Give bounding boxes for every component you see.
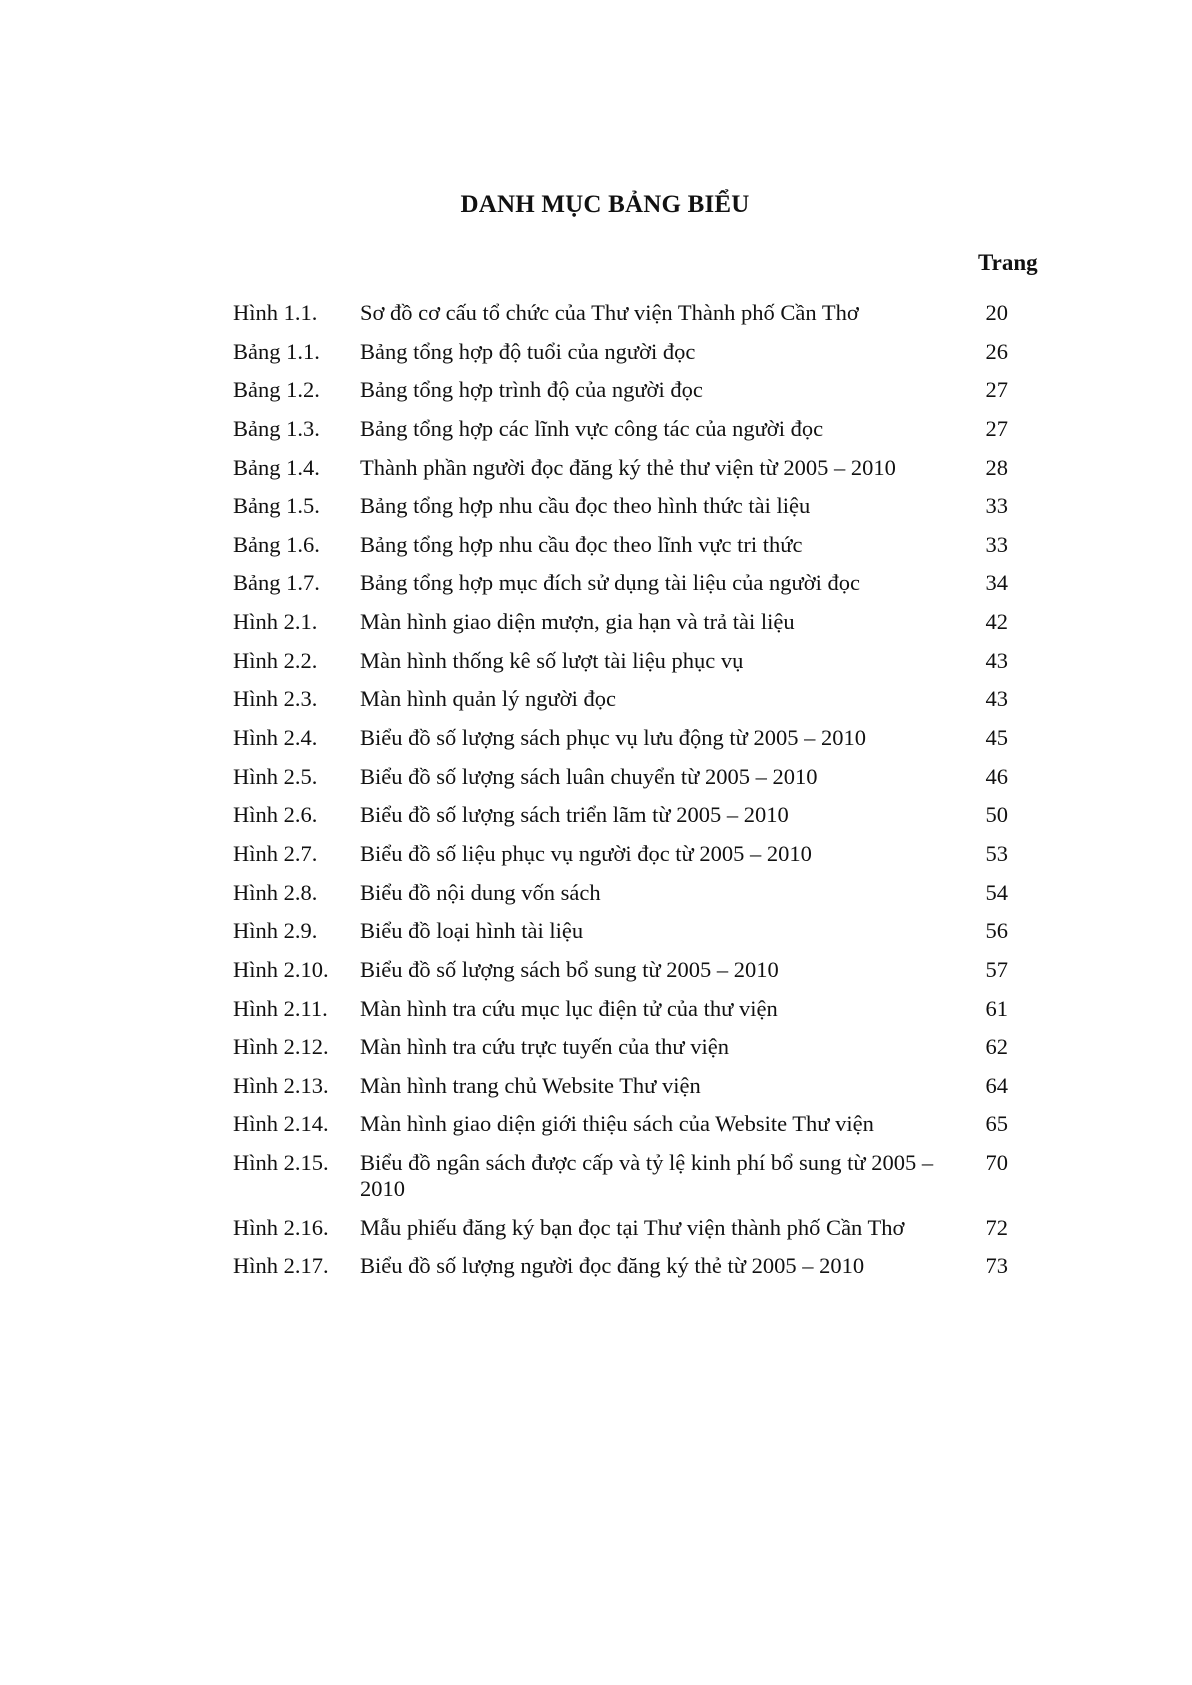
entry-page-number: 28 [985, 454, 1008, 480]
toc-entry [233, 918, 1033, 944]
entry-page-number: 34 [985, 570, 1008, 596]
toc-entry [233, 1034, 1033, 1060]
toc-entry [233, 1253, 1033, 1279]
entry-label: Bảng 1.4. [233, 454, 320, 480]
entry-page-number: 64 [985, 1072, 1008, 1098]
entry-caption: Bảng tổng hợp mục đích sử dụng tài liệu của người đọc [360, 570, 860, 596]
toc-entry [233, 996, 1033, 1022]
entry-page-number: 27 [985, 415, 1008, 441]
entry-caption: Bảng tổng hợp các lĩnh vực công tác của người đọc [360, 415, 824, 441]
entry-label: Hình 2.1. [233, 609, 318, 635]
entry-label: Hình 2.13. [233, 1072, 329, 1098]
entry-page-number: 62 [985, 1034, 1008, 1060]
entry-caption: Mẫu phiếu đăng ký bạn đọc tại Thư viện thành phố Cần Thơ [360, 1214, 905, 1240]
toc-entry [233, 764, 1033, 790]
entry-page-number: 33 [985, 531, 1008, 557]
entry-caption: Biểu đồ số lượng sách bổ sung từ 2005 – 2010 [360, 956, 779, 982]
toc-entry [233, 1111, 1033, 1137]
entry-caption: Bảng tổng hợp độ tuổi của người đọc [360, 338, 696, 364]
entry-page-number: 73 [985, 1253, 1008, 1279]
entry-label: Hình 2.11. [233, 995, 328, 1021]
entry-caption: Màn hình quản lý người đọc [360, 686, 616, 712]
entry-caption: Biểu đồ loại hình tài liệu [360, 918, 584, 944]
entry-page-number: 57 [985, 956, 1008, 982]
entry-caption: Bảng tổng hợp trình độ của người đọc [360, 377, 703, 403]
entry-caption: Bảng tổng hợp nhu cầu đọc theo hình thức tài liệu [360, 493, 811, 519]
entry-label: Hình 2.10. [233, 956, 329, 982]
entry-caption: Biểu đồ số lượng sách phục vụ lưu động từ 2005 – 2010 [360, 725, 866, 751]
toc-entry [233, 416, 1033, 442]
entry-caption: Biểu đồ số liệu phục vụ người đọc từ 2005 – 2010 [360, 840, 812, 866]
entry-page-number: 56 [985, 918, 1008, 944]
entry-caption: Biểu đồ số lượng sách triển lãm từ 2005 – 2010 [360, 802, 789, 828]
entry-page-number: 54 [985, 879, 1008, 905]
entry-label: Hình 2.9. [233, 918, 318, 944]
entry-label: Hình 2.7. [233, 840, 318, 866]
entry-label: Bảng 1.2. [233, 377, 320, 403]
entry-label: Hình 2.17. [233, 1253, 329, 1279]
entry-page-number: 70 [985, 1150, 1008, 1176]
entry-page-number: 33 [985, 493, 1008, 519]
entry-label: Hình 2.15. [233, 1150, 329, 1176]
entry-caption: Màn hình tra cứu mục lục điện tử của thư viện [360, 995, 778, 1021]
entry-label: Bảng 1.6. [233, 531, 320, 557]
entry-page-number: 50 [985, 802, 1008, 828]
entry-label: Hình 2.8. [233, 879, 318, 905]
entry-page-number: 20 [985, 300, 1008, 325]
toc-entry [233, 532, 1033, 558]
entry-label: Bảng 1.1. [233, 338, 320, 364]
entry-caption: Màn hình trang chủ Website Thư viện [360, 1072, 701, 1098]
page-column-header: Trang [978, 250, 1038, 275]
entry-caption: Biểu đồ số lượng sách luân chuyển từ 2005 – 2010 [360, 763, 818, 789]
entry-label: Hình 1.1. [233, 300, 318, 325]
toc-entry [233, 725, 1033, 751]
entry-caption: Biểu đồ ngân sách được cấp và tỷ lệ kinh phí bổ sung từ 2005 – 2010 [360, 1150, 934, 1202]
entry-label: Hình 2.12. [233, 1034, 329, 1060]
toc-entry [233, 1150, 1033, 1202]
entry-caption: Biểu đồ số lượng người đọc đăng ký thẻ từ 2005 – 2010 [360, 1253, 865, 1279]
toc-entry [233, 841, 1033, 867]
entry-caption: Thành phần người đọc đăng ký thẻ thư viện từ 2005 – 2010 [360, 454, 896, 480]
entry-label: Hình 2.4. [233, 725, 318, 751]
entry-page-number: 43 [985, 686, 1008, 712]
entry-caption: Màn hình thống kê số lượt tài liệu phục vụ [360, 647, 744, 673]
entry-page-number: 45 [985, 725, 1008, 751]
toc-entry [233, 648, 1033, 674]
table-of-figures [233, 300, 1033, 1292]
toc-entry [233, 686, 1033, 712]
entry-page-number: 61 [985, 995, 1008, 1021]
entry-label: Bảng 1.7. [233, 570, 320, 596]
entry-label: Bảng 1.3. [233, 415, 320, 441]
toc-entry [233, 880, 1033, 906]
toc-entry [233, 339, 1033, 365]
entry-page-number: 53 [985, 840, 1008, 866]
entry-caption: Màn hình giao diện giới thiệu sách của Website Thư viện [360, 1111, 874, 1137]
entry-label: Hình 2.14. [233, 1111, 329, 1137]
entry-label: Hình 2.6. [233, 802, 318, 828]
entry-page-number: 27 [985, 377, 1008, 403]
entry-label: Hình 2.5. [233, 763, 318, 789]
entry-caption: Màn hình giao diện mượn, gia hạn và trả tài liệu [360, 609, 795, 635]
entry-page-number: 26 [985, 338, 1008, 364]
toc-entry [233, 1215, 1033, 1241]
entry-caption: Màn hình tra cứu trực tuyến của thư viện [360, 1034, 729, 1060]
toc-entry [233, 300, 1033, 326]
toc-entry [233, 609, 1033, 635]
toc-entry [233, 455, 1033, 481]
entry-caption: Bảng tổng hợp nhu cầu đọc theo lĩnh vực tri thức [360, 531, 803, 557]
entry-page-number: 42 [985, 609, 1008, 635]
entry-caption: Sơ đồ cơ cấu tổ chức của Thư viện Thành phố Cần Thơ [360, 300, 859, 325]
toc-entry [233, 377, 1033, 403]
toc-entry [233, 570, 1033, 596]
page-title: DANH MỤC BẢNG BIỂU [460, 191, 750, 218]
entry-page-number: 43 [985, 647, 1008, 673]
toc-entry [233, 802, 1033, 828]
entry-label: Hình 2.3. [233, 686, 318, 712]
entry-caption: Biểu đồ nội dung vốn sách [360, 879, 601, 905]
entry-label: Hình 2.2. [233, 647, 318, 673]
toc-entry [233, 957, 1033, 983]
toc-entry [233, 1073, 1033, 1099]
entry-label: Hình 2.16. [233, 1214, 329, 1240]
entry-page-number: 72 [985, 1214, 1008, 1240]
entry-page-number: 46 [985, 763, 1008, 789]
entry-page-number: 65 [985, 1111, 1008, 1137]
entry-label: Bảng 1.5. [233, 493, 320, 519]
toc-entry [233, 493, 1033, 519]
